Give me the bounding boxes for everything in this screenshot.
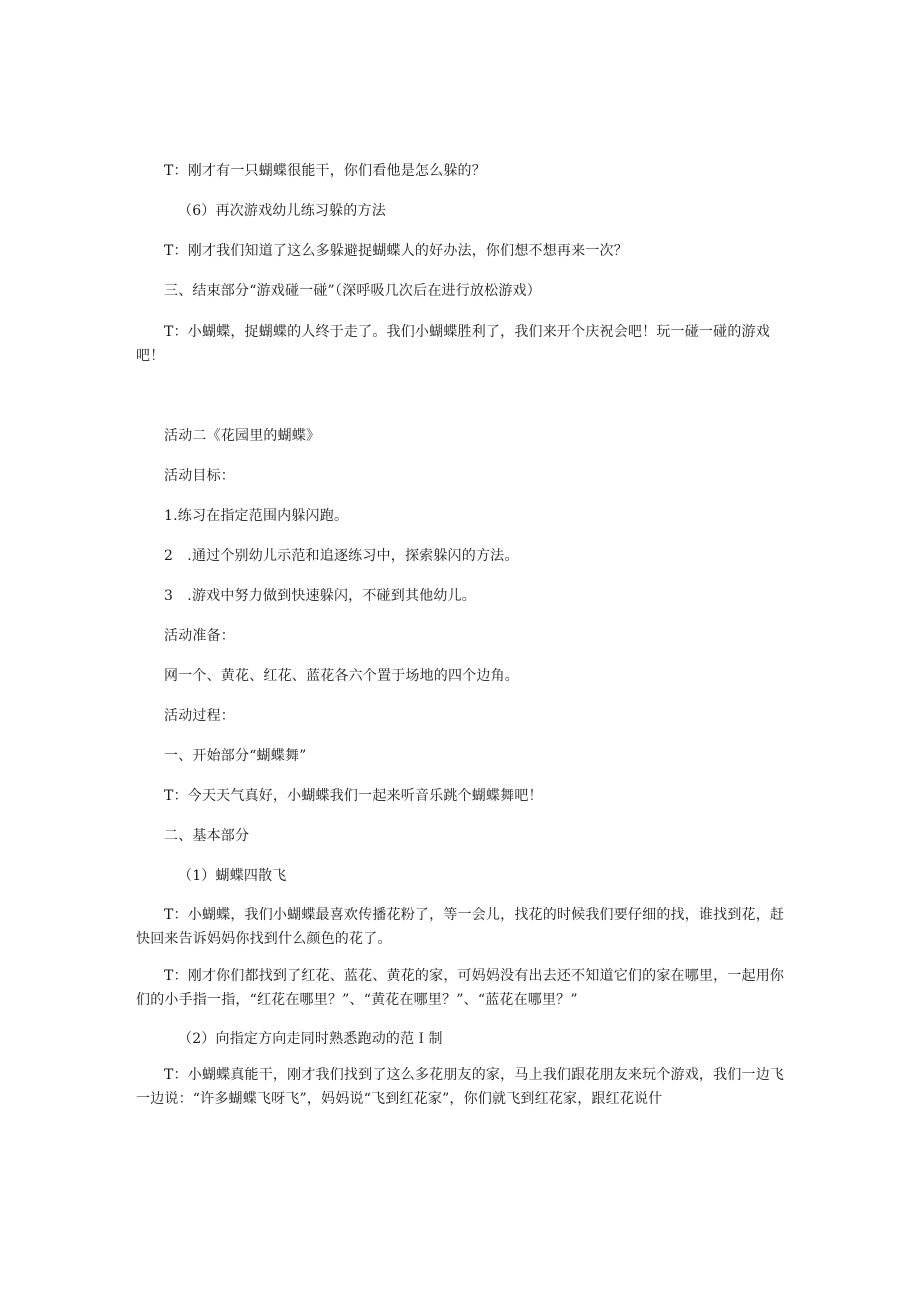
paragraph-18: T：小蝴蝶，我们小蝴蝶最喜欢传播花粉了，等一会儿，找花的时候我们要仔细的找，谁找到花，赶快回来告诉妈妈你找到什么颜色的花了。 — [136, 907, 785, 947]
paragraph-5: T：小蝴蝶，捉蝴蝶的人终于走了。我们小蝴蝶胜利了，我们来开个庆祝会吧！玩一碰一碰的游戏吧！ — [136, 324, 770, 364]
paragraph-9: 2 .通过个别幼儿示范和追逐练习中，探索躲闪的方法。 — [164, 548, 519, 564]
section-title: 活动二《花园里的蝴蝶》 — [164, 428, 321, 444]
paragraph-10: 3 .游戏中努力做到快速躲闪，不碰到其他幼儿。 — [164, 588, 476, 604]
paragraph-19: T：刚才你们都找到了红花、蓝花、黄花的家，可妈妈没有出去还不知道它们的家在哪里，一起用你们的小手指一指，“红花在哪里？”、“黄花在哪里？”、“蓝花在哪里？” — [136, 968, 785, 1008]
paragraph-3: T：刚才我们知道了这么多躲避捉蝴蝶人的好办法，你们想不想再来一次？ — [164, 243, 628, 259]
paragraph-11: 活动准备： — [164, 628, 235, 644]
paragraph-13: 活动过程： — [164, 708, 235, 724]
paragraph-2: （6）再次游戏幼儿练习躲的方法 — [178, 203, 386, 219]
paragraph-15: T：今天天气真好，小蝴蝶我们一起来听音乐跳个蝴蝶舞吧！ — [164, 788, 543, 804]
paragraph-14: 一、开始部分“蝴蝶舞” — [164, 748, 307, 764]
paragraph-20: （2）向指定方向走同时熟悉跑动的范Ｉ制 — [178, 1031, 443, 1047]
paragraph-1: T：刚才有一只蝴蝶很能干，你们看他是怎么躲的？ — [164, 163, 486, 179]
paragraph-17: （1）蝴蝶四散飞 — [178, 868, 287, 884]
paragraph-16: 二、基本部分 — [164, 828, 250, 844]
paragraph-7: 活动目标： — [164, 468, 235, 484]
paragraph-21: T：小蝴蝶真能干，刚才我们找到了这么多花朋友的家，马上我们跟花朋友来玩个游戏，我们一边飞一边说：“许多蝴蝶飞呀飞”，妈妈说“飞到红花家”，你们就飞到红花家，跟红花说什 — [136, 1067, 785, 1107]
paragraph-4: 三、结束部分“游戏碰一碰”（深呼吸几次后在进行放松游戏） — [164, 283, 541, 299]
paragraph-12: 网一个、黄花、红花、蓝花各六个置于场地的四个边角。 — [164, 668, 519, 684]
paragraph-8: 1.练习在指定范围内躲闪跑。 — [164, 508, 349, 524]
